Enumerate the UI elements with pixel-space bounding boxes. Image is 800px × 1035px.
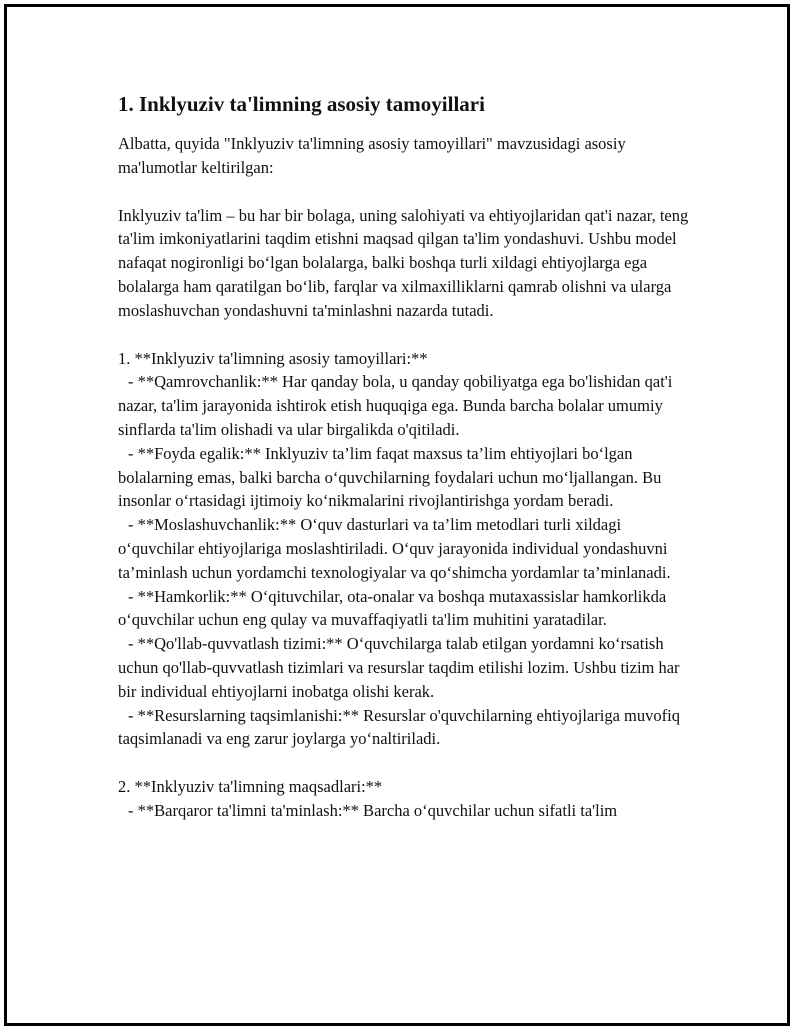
definition-paragraph: Inklyuziv ta'lim – bu har bir bolaga, uning salohiyati va ehtiyojlaridan qat'i nazar, teng ta'lim imkoniyatlarini taqdim etishni maqsad qilgan ta'lim yondashuvi. Ushbu model nafaqat nogironligi bo‘lgan bolalarga, balki boshqa turli xildagi ehtiyojlarga ega bolalarga ham qaratilgan bo‘lib, farqlar va xilmaxilliklarni qamrab olishni va ularga moslashuvchan yondashuvni ta'minlashni nazarda tutadi.: [118, 205, 689, 320]
document-title: 1. Inklyuziv ta'limning asosiy tamoyillari: [118, 92, 485, 116]
principle-item: - **Resurslarning taqsimlanishi:** Resurslar o'quvchilarning ehtiyojlariga muvofiq taqsimlanadi va eng zarur joylarga yo‘naltiriladi.: [118, 705, 680, 749]
principle-item: - **Qo'llab-quvvatlash tizimi:** O‘quvchilarga talab etilgan yordamni ko‘rsatish uchun qo'llab-quvvatlash tizimlari va resurslar taqdim etilishi lozim. Ushbu tizim har bir individual ehtiyojlarni inobatga olishi kerak.: [118, 634, 680, 701]
principle-item: - **Hamkorlik:** O‘qituvchilar, ota-onalar va boshqa mutaxassislar hamkorlikda o‘quvchilar uchun eng qulay va muvaffaqiyatli ta'lim muhitini yaratadilar.: [118, 586, 667, 630]
section-2-heading: 2. **Inklyuziv ta'limning maqsadlari:**: [118, 777, 383, 797]
principle-item: - **Foyda egalik:** Inklyuziv ta’lim faqat maxsus ta’lim ehtiyojlari bo‘lgan bolalarning emas, balki barcha o‘quvchilarning foydalari uchun mo‘ljallangan. Bu insonlar o‘rtasidagi ijtimoiy ko‘nikmalarini rivojlantirishga yordam beradi.: [118, 443, 662, 511]
document-body: [118, 90, 698, 823]
principle-item: - **Moslashuvchanlik:** O‘quv dasturlari va ta’lim metodlari turli xildagi o‘quvchilar ehtiyojlariga moslashtiriladi. O‘quv jarayonida individual yondashuvni ta’minlash uchun yordamchi texnologiyalar va qo‘shimcha yordamlar ta’minlanadi.: [118, 515, 671, 582]
principle-item: - **Qamrovchanlik:** Har qanday bola, u qanday qobiliyatga ega bo'lishidan qat'i nazar, ta'lim jarayonida ishtirok etish huquqiga ega. Bunda barcha bolalar umumiy sinflarda ta'lim olishadi va ular birgalikda o'qitiladi.: [118, 372, 673, 439]
intro-paragraph: Albatta, quyida "Inklyuziv ta'limning asosiy tamoyillari" mavzusidagi asosiy ma'lumotlar keltirilgan:: [118, 134, 626, 177]
goal-item: - **Barqaror ta'limni ta'minlash:** Barcha o‘quvchilar uchun sifatli ta'lim: [128, 800, 618, 820]
section-1-heading: 1. **Inklyuziv ta'limning asosiy tamoyillari:**: [118, 348, 428, 368]
